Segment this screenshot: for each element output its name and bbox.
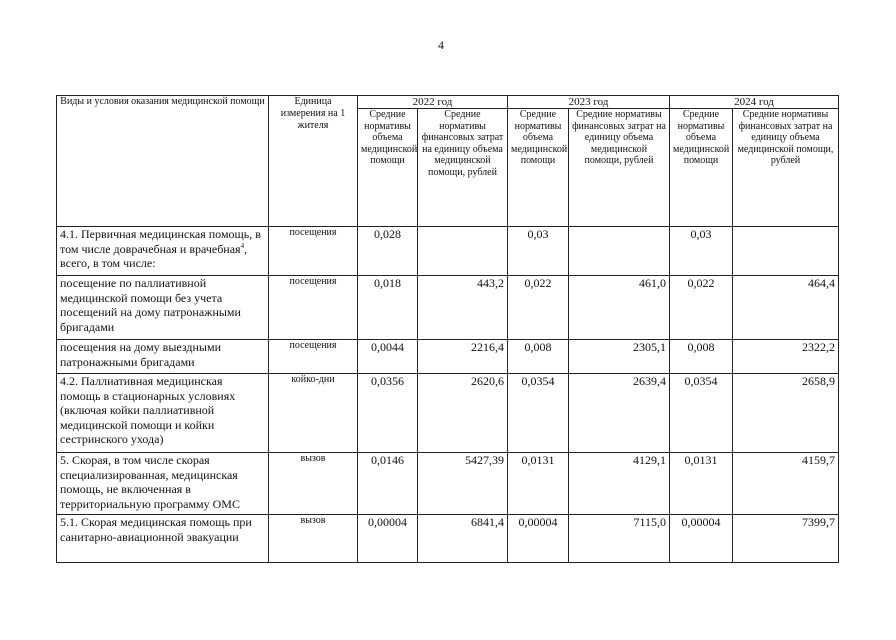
volume-2023-cell: 0,008 [508, 340, 569, 374]
header-volume-norm-2023: Средние нормативы объема медицинской помощи [508, 109, 569, 227]
norms-table [56, 95, 839, 563]
table-row [57, 340, 839, 374]
cost-2024-cell: 7399,7 [733, 515, 839, 563]
header-volume-norm-2022: Средние нормативы объема медицинской помощи [358, 109, 418, 227]
unit-cell: койко-дни [269, 374, 358, 453]
volume-2024-cell: 0,008 [670, 340, 733, 374]
page-number: 4 [438, 38, 444, 52]
service-text-tail: , всего, в том числе: [60, 241, 248, 270]
unit-cell: вызов [269, 453, 358, 515]
cost-2023-cell: 2305,1 [569, 340, 670, 374]
cost-2022-cell: 5427,39 [418, 453, 508, 515]
volume-2023-cell: 0,00004 [508, 515, 569, 563]
unit-cell: посещения [269, 227, 358, 276]
service-cell: 4.2. Паллиативная медицинская помощь в стационарных условиях (включая койки паллиативной медицинской помощи и койки сестринского ухода) [57, 374, 269, 453]
header-cost-norm-2022: Средние нормативы финансовых затрат на единицу объема медицинской помощи, рублей [418, 109, 508, 227]
service-cell: 5.1. Скорая медицинская помощь при санитарно-авиационной эвакуации [57, 515, 269, 563]
volume-2024-cell: 0,00004 [670, 515, 733, 563]
header-cost-norm-2023: Средние нормативы финансовых затрат на единицу объема медицинской помощи, рублей [569, 109, 670, 227]
cost-2022-cell: 6841,4 [418, 515, 508, 563]
table-row [57, 453, 839, 515]
cost-2024-cell: 2322,2 [733, 340, 839, 374]
cost-2022-cell [418, 227, 508, 276]
cost-2022-cell: 2216,4 [418, 340, 508, 374]
cost-2024-cell: 464,4 [733, 276, 839, 340]
service-cell: посещение по паллиативной медицинской помощи без учета посещений на дому патронажными бригадами [57, 276, 269, 340]
header-volume-norm-2024: Средние нормативы объема медицинской помощи [670, 109, 733, 227]
cost-2023-cell: 4129,1 [569, 453, 670, 515]
volume-2023-cell: 0,0131 [508, 453, 569, 515]
volume-2022-cell: 0,0044 [358, 340, 418, 374]
cost-2024-cell: 4159,7 [733, 453, 839, 515]
volume-2022-cell: 0,00004 [358, 515, 418, 563]
table-row [57, 515, 839, 563]
volume-2024-cell: 0,0354 [670, 374, 733, 453]
volume-2023-cell: 0,022 [508, 276, 569, 340]
volume-2022-cell: 0,0356 [358, 374, 418, 453]
service-cell: посещения на дому выездными патронажными бригадами [57, 340, 269, 374]
unit-cell: посещения [269, 340, 358, 374]
volume-2023-cell: 0,0354 [508, 374, 569, 453]
cost-2023-cell: 2639,4 [569, 374, 670, 453]
unit-cell: вызов [269, 515, 358, 563]
cost-2022-cell: 2620,6 [418, 374, 508, 453]
header-year-2024: 2024 год [670, 96, 839, 109]
volume-2024-cell: 0,03 [670, 227, 733, 276]
cost-2023-cell: 7115,0 [569, 515, 670, 563]
header-cost-norm-2024: Средние нормативы финансовых затрат на единицу объема медицинской помощи, рублей [733, 109, 839, 227]
cost-2022-cell: 443,2 [418, 276, 508, 340]
cost-2024-cell: 2658,9 [733, 374, 839, 453]
cost-2023-cell [569, 227, 670, 276]
table-row [57, 374, 839, 453]
table-row [57, 227, 839, 276]
header-service: Виды и условия оказания медицинской помощи [57, 96, 269, 227]
service-cell: 5. Скорая, в том числе скорая специализированная, медицинская помощь, не включенная в территориальную программу ОМС [57, 453, 269, 515]
volume-2022-cell: 0,0146 [358, 453, 418, 515]
service-cell [57, 227, 269, 276]
volume-2022-cell: 0,018 [358, 276, 418, 340]
volume-2024-cell: 0,022 [670, 276, 733, 340]
footnote-marker: 4 [240, 241, 245, 250]
unit-cell: посещения [269, 276, 358, 340]
cost-2024-cell [733, 227, 839, 276]
header-year-2022: 2022 год [358, 96, 508, 109]
volume-2023-cell: 0,03 [508, 227, 569, 276]
header-year-2023: 2023 год [508, 96, 670, 109]
header-row-years [57, 96, 839, 109]
volume-2024-cell: 0,0131 [670, 453, 733, 515]
table-row [57, 276, 839, 340]
cost-2023-cell: 461,0 [569, 276, 670, 340]
volume-2022-cell: 0,028 [358, 227, 418, 276]
service-text: 4.1. Первичная медицинская помощь, в том числе доврачебная и врачебная [60, 227, 261, 256]
header-unit: Единица измерения на 1 жителя [269, 96, 358, 227]
